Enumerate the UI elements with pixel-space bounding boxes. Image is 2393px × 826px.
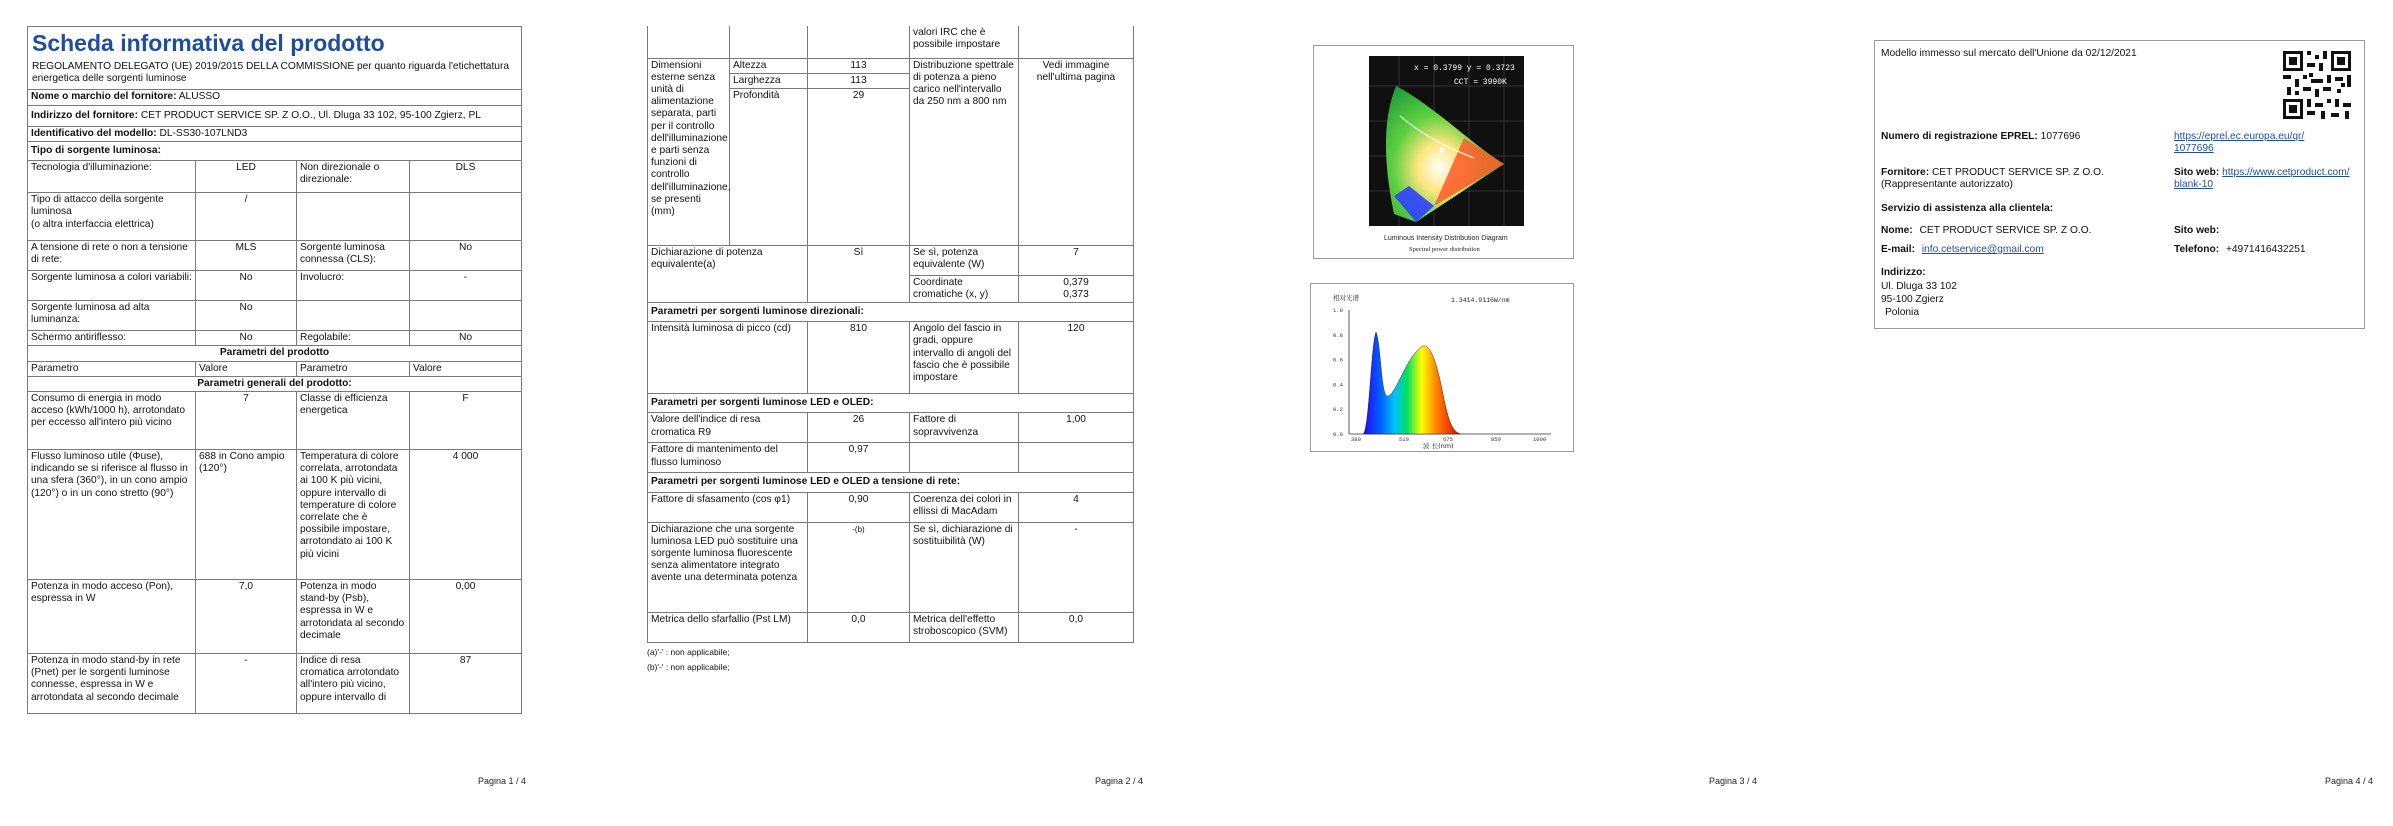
cell-label: Dichiarazione che una sorgente luminosa LED può sostituire una sorgente luminosa fluorescente senza alimentatore integrato avente una determinata potenza xyxy=(648,522,808,612)
cie-cct: CCT = 3990K xyxy=(1454,78,1507,87)
email-link[interactable]: info.cetservice@gmail.com xyxy=(1921,244,2044,255)
chroma-y: 0,373 xyxy=(1063,288,1089,300)
cell-label: Classe di efficienza energetica xyxy=(297,392,410,450)
led-heading: Parametri per sorgenti luminose LED e OLED: xyxy=(648,394,1134,413)
cell-label: Tecnologia d'illuminazione: xyxy=(28,161,196,193)
cell-value: 0,90 xyxy=(808,492,910,522)
cell-label: Dichiarazione di potenza equivalente(a) xyxy=(648,245,808,302)
cell-label: Regolabile: xyxy=(297,331,410,346)
page-title: Scheda informativa del prodotto xyxy=(32,30,385,56)
brand-value: ALUSSO xyxy=(178,91,221,103)
cell-label: A tensione di rete o non a tensione di rete: xyxy=(28,241,196,271)
cell-value: 1,00 xyxy=(1019,413,1134,443)
column-header: Valore xyxy=(410,361,522,376)
cell-label: Non direzionale o direzionale: xyxy=(297,161,410,193)
market-text: Modello immesso sul mercato dell'Unione da 02/12/2021 xyxy=(1881,48,2137,59)
cell-value: 113 xyxy=(808,58,910,73)
cell-label: Se sì, dichiarazione di sostituibilità (W) xyxy=(910,522,1019,612)
table-row xyxy=(648,612,1134,642)
cell-label: Altezza xyxy=(730,58,808,73)
column-header: Parametro xyxy=(297,361,410,376)
cell-label: Consumo di energia in modo acceso (kWh/1000 h), arrotondato per eccesso all'intero più vicino xyxy=(28,392,196,450)
cell-value: 7 xyxy=(1019,245,1134,275)
cell-label: Potenza in modo stand-by (Psb), espressa in W e arrotondata al secondo decimale xyxy=(297,580,410,654)
footnotes xyxy=(647,645,1133,675)
website-link[interactable]: https://www.cetproduct.com/blank-10 xyxy=(2174,167,2350,191)
cell-value: 688 in Cono ampio (120°) xyxy=(196,450,297,580)
cell-value: No xyxy=(196,331,297,346)
table-row xyxy=(648,58,1134,73)
cell-label: Fattore di sfasamento (cos φ1) xyxy=(648,492,808,522)
email-label: E-mail: xyxy=(1881,244,1915,255)
cell-value: - xyxy=(196,654,297,714)
cie-caption: Luminous Intensity Distribution Diagram xyxy=(1384,235,1508,242)
cell-label: Coerenza dei colori in ellissi di MacAdam xyxy=(910,492,1019,522)
cell-value: 4 xyxy=(1019,492,1134,522)
cell-value: No xyxy=(410,331,522,346)
column-header: Parametro xyxy=(28,361,196,376)
address-value: CET PRODUCT SERVICE SP. Z O.O., Ul. Dluga 33 102, 95-100 Zgierz, PL xyxy=(140,109,481,121)
table-row xyxy=(28,331,522,346)
spd-y-tick-label: 0.4 xyxy=(1333,381,1343,389)
spd-y-tick-label: 1.0 xyxy=(1333,307,1343,314)
table-row xyxy=(28,392,522,450)
product-info-table-p1 xyxy=(27,26,522,714)
phone-label: Telefono: xyxy=(2174,244,2220,255)
cell-value: No xyxy=(196,301,297,331)
params-heading: Parametri del prodotto xyxy=(28,346,522,361)
cell-value: 810 xyxy=(808,322,910,394)
cie-readout: x = 0.3799 y = 0.3723 xyxy=(1414,64,1515,73)
cell-label: Fattore di sopravvivenza xyxy=(910,413,1019,443)
addr-label: Indirizzo: xyxy=(1881,267,1926,278)
cell-value: MLS xyxy=(196,241,297,271)
page-number: Pagina 4 / 4 xyxy=(2325,776,2374,786)
eprel-label: Numero di registrazione EPREL: xyxy=(1881,131,2038,142)
cell-label: Intensità luminosa di picco (cd) xyxy=(648,322,808,394)
page-1 xyxy=(27,26,521,714)
page-number: Pagina 1 / 4 xyxy=(478,776,527,786)
cell-label: Involucro: xyxy=(297,271,410,301)
cell-label: Angolo del fascio in gradi, oppure intervallo di angoli del fascio che è possibile impostare xyxy=(910,322,1019,394)
spd-curve xyxy=(1363,332,1461,434)
spd-x-tick-label: 380 xyxy=(1351,436,1361,443)
cell-label: Distribuzione spettrale di potenza a pieno carico nell'intervallo da 250 nm a 800 nm xyxy=(910,58,1019,245)
spd-y-tick-label: 0.8 xyxy=(1333,331,1343,339)
cell-label: Coordinate cromatiche (x, y) xyxy=(910,275,1019,302)
table-row xyxy=(28,580,522,654)
table-row xyxy=(28,450,522,580)
cell-label: Sorgente luminosa ad alta luminanza: xyxy=(28,301,196,331)
cell-label: Metrica dello sfarfallio (Pst LM) xyxy=(648,612,808,642)
table-row xyxy=(648,492,1134,522)
addr-line: 95-100 Zgierz xyxy=(1881,294,1944,305)
cie-diagram xyxy=(1314,46,1573,258)
spd-chart xyxy=(1311,284,1573,451)
cell-value: No xyxy=(196,271,297,301)
supplier-label: Fornitore: xyxy=(1881,167,1930,178)
service-heading: Servizio di assistenza alla clientela: xyxy=(1881,203,2054,214)
cell-label: valori IRC che è possibile impostare xyxy=(910,26,1019,58)
chroma-x: 0,379 xyxy=(1063,276,1089,288)
qr-code-icon xyxy=(2281,49,2353,121)
spd-y-label: 相对光谱 xyxy=(1333,294,1359,302)
spd-y-tick-label: 0.0 xyxy=(1333,431,1343,438)
cell-label: Metrica dell'effetto stroboscopico (SVM) xyxy=(910,612,1019,642)
table-row xyxy=(648,413,1134,443)
eprel-link[interactable]: https://eprel.ec.europa.eu/qr/1077696 xyxy=(2174,131,2305,155)
cell-value: 0,97 xyxy=(808,443,910,473)
phone-value: +4971416432251 xyxy=(2225,244,2306,255)
cell-label: Sorgente luminosa connessa (CLS): xyxy=(297,241,410,271)
table-row xyxy=(648,322,1134,394)
cell-value: 7 xyxy=(196,392,297,450)
cell-label: Fattore di mantenimento del flusso luminoso xyxy=(648,443,808,473)
spd-chart-figure xyxy=(1310,283,1574,452)
cell-value: Sì xyxy=(808,245,910,302)
spd-x-tick-label: 675 xyxy=(1443,436,1453,443)
cell-label: Potenza in modo stand-by in rete (Pnet) per le sorgenti luminose connesse, espressa in W e arrotondata al secondo decimale xyxy=(28,654,196,714)
table-row xyxy=(28,161,522,193)
cell-value: Vedi immagine nell'ultima pagina xyxy=(1019,58,1134,245)
model-label: Identificativo del modello: xyxy=(31,127,157,139)
cell-label xyxy=(297,301,410,331)
column-header-row xyxy=(28,361,522,376)
page-number: Pagina 2 / 4 xyxy=(1095,776,1144,786)
cell-value: 0,00 xyxy=(410,580,522,654)
model-value: DL-SS30-107LND3 xyxy=(159,127,248,139)
type-heading: Tipo di sorgente luminosa: xyxy=(28,142,522,161)
cell-value xyxy=(410,301,522,331)
cell-value: - xyxy=(1019,522,1134,612)
page-2 xyxy=(647,26,1133,675)
page-number: Pagina 3 / 4 xyxy=(1709,776,1758,786)
table-row xyxy=(648,443,1134,473)
table-row xyxy=(648,245,1134,275)
cell-value: DLS xyxy=(410,161,522,193)
cell-label: Schermo antiriflesso: xyxy=(28,331,196,346)
spd-x-tick-label: 510 xyxy=(1399,436,1409,443)
cell-value: 4 000 xyxy=(410,450,522,580)
cell-label: Potenza in modo acceso (Pon), espressa in W xyxy=(28,580,196,654)
brand-label: Nome o marchio del fornitore: xyxy=(31,91,177,103)
table-row xyxy=(28,193,522,241)
spd-y-tick-label: 0.6 xyxy=(1333,356,1343,364)
led-mains-heading: Parametri per sorgenti luminose LED e OLED a tensione di rete: xyxy=(648,473,1134,492)
cell-label xyxy=(297,193,410,241)
cell-value: -(b) xyxy=(808,522,910,612)
product-info-table-p2 xyxy=(647,26,1134,643)
cell-value: 0,0 xyxy=(808,612,910,642)
website2-label: Sito web: xyxy=(2174,225,2220,236)
table-row xyxy=(28,241,522,271)
website-label: Sito web: xyxy=(2174,167,2220,178)
spd-x-label: 波 长(nm) xyxy=(1423,442,1454,450)
cell-value: 26 xyxy=(808,413,910,443)
table-row xyxy=(28,271,522,301)
general-heading: Parametri generali del prodotto: xyxy=(28,376,522,391)
directional-heading: Parametri per sorgenti luminose direzionali: xyxy=(648,302,1134,321)
name-label: Nome: xyxy=(1881,225,1913,236)
addr-line: Ul. Dluga 33 102 xyxy=(1881,281,1957,292)
cell-label: Temperatura di colore correlata, arrotondata ai 100 K più vicini, oppure intervallo di temperature di colore correlate che è possibile impostare, arrotondato ai 100 K più vicini xyxy=(297,450,410,580)
table-row xyxy=(28,301,522,331)
name-value: CET PRODUCT SERVICE SP. Z O.O. xyxy=(1919,225,2092,236)
cell-label: Dimensioni esterne senza unità di alimentazione separata, parti per il controllo dell'illuminazione e parti senza funzioni di controllo dell'illuminazione, se presenti (mm) xyxy=(648,58,730,245)
supplier-value: CET PRODUCT SERVICE SP. Z O.O. (Rappresentante autorizzato) xyxy=(1881,167,2104,191)
cell-value: 29 xyxy=(808,88,910,245)
footnote-a: (a)'-' : non applicabile; xyxy=(647,646,730,657)
cell-label: Flusso luminoso utile (Φuse), indicando se si riferisce al flusso in una sfera (360°), in un cono ampio (120°) o in un cono stretto (90°) xyxy=(28,450,196,580)
cell-value: / xyxy=(196,193,297,241)
cell-value: LED xyxy=(196,161,297,193)
cell-label: Tipo di attacco della sorgente luminosa (o altra interfaccia elettrica) xyxy=(28,193,196,241)
spd-x-tick-label: 850 xyxy=(1491,436,1501,443)
table-row xyxy=(648,522,1134,612)
cell-value: No xyxy=(410,241,522,271)
cie-white-point xyxy=(1440,148,1445,153)
cell-label: Valore dell'indice di resa cromatica R9 xyxy=(648,413,808,443)
cell-value: F xyxy=(410,392,522,450)
column-header: Valore xyxy=(196,361,297,376)
address-label: Indirizzo del fornitore: xyxy=(31,109,138,121)
cell-value xyxy=(410,193,522,241)
cell-value: 87 xyxy=(410,654,522,714)
cell-label: Profondità xyxy=(730,88,808,245)
cell-label: Sorgente luminosa a colori variabili: xyxy=(28,271,196,301)
footnote-b: (b)'-' : non applicabile; xyxy=(647,661,730,672)
registration-card xyxy=(1874,40,2365,329)
eprel-value: 1077696 xyxy=(2040,131,2081,142)
cell-label: Indice di resa cromatica arrotondato all'intero più vicino, oppure intervallo di xyxy=(297,654,410,714)
table-row xyxy=(28,654,522,714)
cell-value: - xyxy=(410,271,522,301)
cell-value: 113 xyxy=(808,73,910,88)
cell-label: Larghezza xyxy=(730,73,808,88)
spd-x-tick-label: 1000 xyxy=(1533,436,1547,443)
addr-line: Polonia xyxy=(1885,307,1919,318)
cie-subcaption: Spectral power distribution xyxy=(1409,246,1480,253)
cie-diagram-figure xyxy=(1313,45,1574,259)
spd-y-tick-label: 0.2 xyxy=(1333,406,1343,414)
cell-value: 120 xyxy=(1019,322,1134,394)
spd-header: 1.3414.9116W/nm xyxy=(1451,297,1510,304)
cell-label: Se sì, potenza equivalente (W) xyxy=(910,245,1019,275)
regulation-subtitle: REGOLAMENTO DELEGATO (UE) 2019/2015 DELLA COMMISSIONE per quanto riguarda l'etichettatura energetica delle sorgenti luminose xyxy=(32,61,509,85)
cell-value: 0,0 xyxy=(1019,612,1134,642)
cell-value: 7,0 xyxy=(196,580,297,654)
cell-value xyxy=(1019,275,1134,302)
